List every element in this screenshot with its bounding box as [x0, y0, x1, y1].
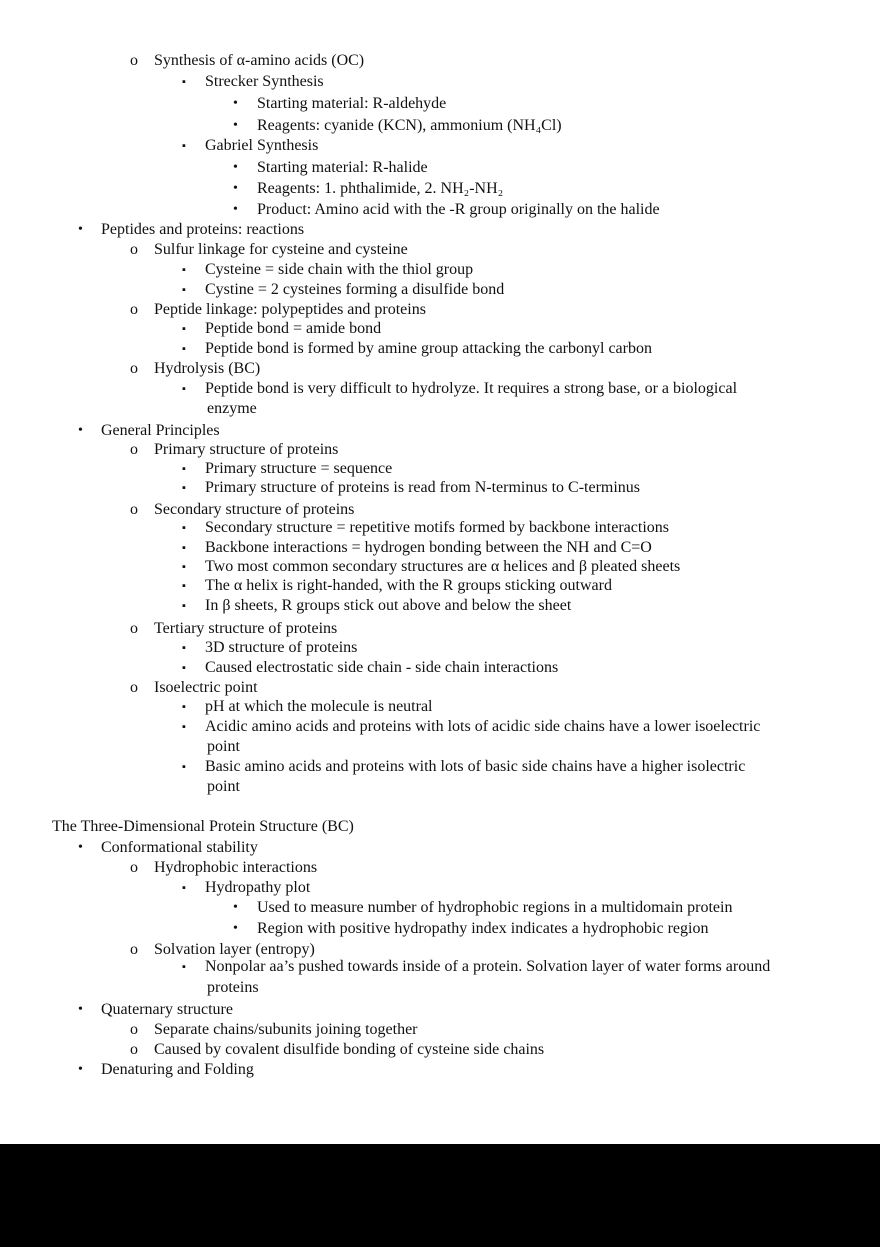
list-item-level-4: Reagents: 1. phthalimide, 2. NH₂-NH₂ [257, 180, 504, 197]
square-bullet-icon: ▪ [182, 383, 186, 395]
list-item-level-2: Solvation layer (entropy) [154, 941, 315, 958]
list-item-level-3: Primary structure = sequence [205, 460, 393, 477]
list-item-level-2: Tertiary structure of proteins [154, 620, 338, 637]
dot-bullet-icon: • [233, 96, 238, 111]
circle-bullet-icon: o [130, 241, 138, 258]
list-item-level-3: Basic amino acids and proteins with lots of basic side chains have a higher isolectric [205, 758, 746, 775]
list-item-level-1: Denaturing and Folding [101, 1061, 254, 1078]
list-item-level-1: Conformational stability [101, 839, 258, 856]
list-item-level-3: Primary structure of proteins is read from N-terminus to C-terminus [205, 479, 641, 496]
list-item-level-3: 3D structure of proteins [205, 639, 358, 656]
square-bullet-icon: ▪ [182, 482, 186, 494]
list-item-level-2: Secondary structure of proteins [154, 501, 355, 518]
dot-bullet-icon: • [78, 1062, 83, 1077]
square-bullet-icon: ▪ [182, 721, 186, 733]
list-item-level-2: Peptide linkage: polypeptides and proteins [154, 301, 426, 318]
list-item-level-3: Peptide bond = amide bond [205, 320, 382, 337]
list-item-level-3: pH at which the molecule is neutral [205, 698, 433, 715]
list-item-level-3: In β sheets, R groups stick out above and below the sheet [205, 597, 572, 614]
list-item-level-2: Hydrolysis (BC) [154, 360, 261, 377]
circle-bullet-icon: o [130, 501, 138, 518]
section-heading: The Three-Dimensional Protein Structure (BC) [52, 818, 354, 835]
square-bullet-icon: ▪ [182, 600, 186, 612]
square-bullet-icon: ▪ [182, 76, 186, 88]
black-bottom-band [0, 1144, 880, 1247]
list-item-level-3: Caused electrostatic side chain - side chain interactions [205, 659, 559, 676]
dot-bullet-icon: • [78, 840, 83, 855]
square-bullet-icon: ▪ [182, 542, 186, 554]
list-item-level-1: General Principles [101, 422, 220, 439]
list-item-level-3: Peptide bond is very difficult to hydrolyze. It requires a strong base, or a biological [205, 380, 738, 397]
list-item-level-3: Strecker Synthesis [205, 73, 324, 90]
circle-bullet-icon: o [130, 941, 138, 958]
list-item-level-2: Separate chains/subunits joining together [154, 1021, 418, 1038]
list-item-level-4: Reagents: cyanide (KCN), ammonium (NH₄Cl) [257, 117, 562, 134]
list-item-level-2: Sulfur linkage for cysteine and cysteine [154, 241, 408, 258]
dot-bullet-icon: • [233, 118, 238, 133]
dot-bullet-icon: • [233, 202, 238, 217]
list-item-continuation: point [207, 778, 240, 795]
list-item-level-1: Quaternary structure [101, 1001, 233, 1018]
dot-bullet-icon: • [78, 222, 83, 237]
list-item-level-4: Used to measure number of hydrophobic regions in a multidomain protein [257, 899, 733, 916]
dot-bullet-icon: • [233, 181, 238, 196]
list-item-level-3: Gabriel Synthesis [205, 137, 319, 154]
list-item-level-3: Cystine = 2 cysteines forming a disulfide bond [205, 281, 505, 298]
dot-bullet-icon: • [233, 900, 238, 915]
list-item-level-4: Starting material: R-aldehyde [257, 95, 447, 112]
square-bullet-icon: ▪ [182, 662, 186, 674]
dot-bullet-icon: • [233, 921, 238, 936]
square-bullet-icon: ▪ [182, 701, 186, 713]
list-item-level-3: Peptide bond is formed by amine group attacking the carbonyl carbon [205, 340, 652, 357]
square-bullet-icon: ▪ [182, 264, 186, 276]
list-item-level-2: Synthesis of α-amino acids (OC) [154, 52, 365, 69]
square-bullet-icon: ▪ [182, 580, 186, 592]
list-item-level-3: Hydropathy plot [205, 879, 311, 896]
dot-bullet-icon: • [233, 160, 238, 175]
square-bullet-icon: ▪ [182, 140, 186, 152]
circle-bullet-icon: o [130, 52, 138, 69]
dot-bullet-icon: • [78, 1002, 83, 1017]
list-item-level-2: Isoelectric point [154, 679, 258, 696]
list-item-level-2: Caused by covalent disulfide bonding of cysteine side chains [154, 1041, 545, 1058]
square-bullet-icon: ▪ [182, 761, 186, 773]
square-bullet-icon: ▪ [182, 463, 186, 475]
list-item-level-4: Region with positive hydropathy index indicates a hydrophobic region [257, 920, 709, 937]
list-item-level-4: Product: Amino acid with the -R group originally on the halide [257, 201, 660, 218]
list-item-level-2: Primary structure of proteins [154, 441, 339, 458]
list-item-level-3: Acidic amino acids and proteins with lots of acidic side chains have a lower isoelectric [205, 718, 761, 735]
square-bullet-icon: ▪ [182, 284, 186, 296]
list-item-level-3: Cysteine = side chain with the thiol group [205, 261, 474, 278]
circle-bullet-icon: o [130, 360, 138, 377]
dot-bullet-icon: • [78, 423, 83, 438]
list-item-continuation: proteins [207, 979, 259, 996]
square-bullet-icon: ▪ [182, 882, 186, 894]
square-bullet-icon: ▪ [182, 343, 186, 355]
circle-bullet-icon: o [130, 301, 138, 318]
square-bullet-icon: ▪ [182, 961, 186, 973]
circle-bullet-icon: o [130, 679, 138, 696]
square-bullet-icon: ▪ [182, 522, 186, 534]
square-bullet-icon: ▪ [182, 323, 186, 335]
list-item-level-4: Starting material: R-halide [257, 159, 428, 176]
square-bullet-icon: ▪ [182, 642, 186, 654]
list-item-level-1: Peptides and proteins: reactions [101, 221, 305, 238]
circle-bullet-icon: o [130, 859, 138, 876]
square-bullet-icon: ▪ [182, 561, 186, 573]
list-item-level-3: Nonpolar aa’s pushed towards inside of a protein. Solvation layer of water forms around [205, 958, 771, 975]
list-item-continuation: enzyme [207, 400, 257, 417]
list-item-level-3: The α helix is right-handed, with the R groups sticking outward [205, 577, 612, 594]
list-item-level-3: Backbone interactions = hydrogen bonding between the NH and C=O [205, 539, 652, 556]
list-item-level-3: Secondary structure = repetitive motifs formed by backbone interactions [205, 519, 669, 536]
list-item-continuation: point [207, 738, 240, 755]
list-item-level-3: Two most common secondary structures are α helices and β pleated sheets [205, 558, 681, 575]
circle-bullet-icon: o [130, 441, 138, 458]
circle-bullet-icon: o [130, 1041, 138, 1058]
circle-bullet-icon: o [130, 1021, 138, 1038]
circle-bullet-icon: o [130, 620, 138, 637]
list-item-level-2: Hydrophobic interactions [154, 859, 318, 876]
